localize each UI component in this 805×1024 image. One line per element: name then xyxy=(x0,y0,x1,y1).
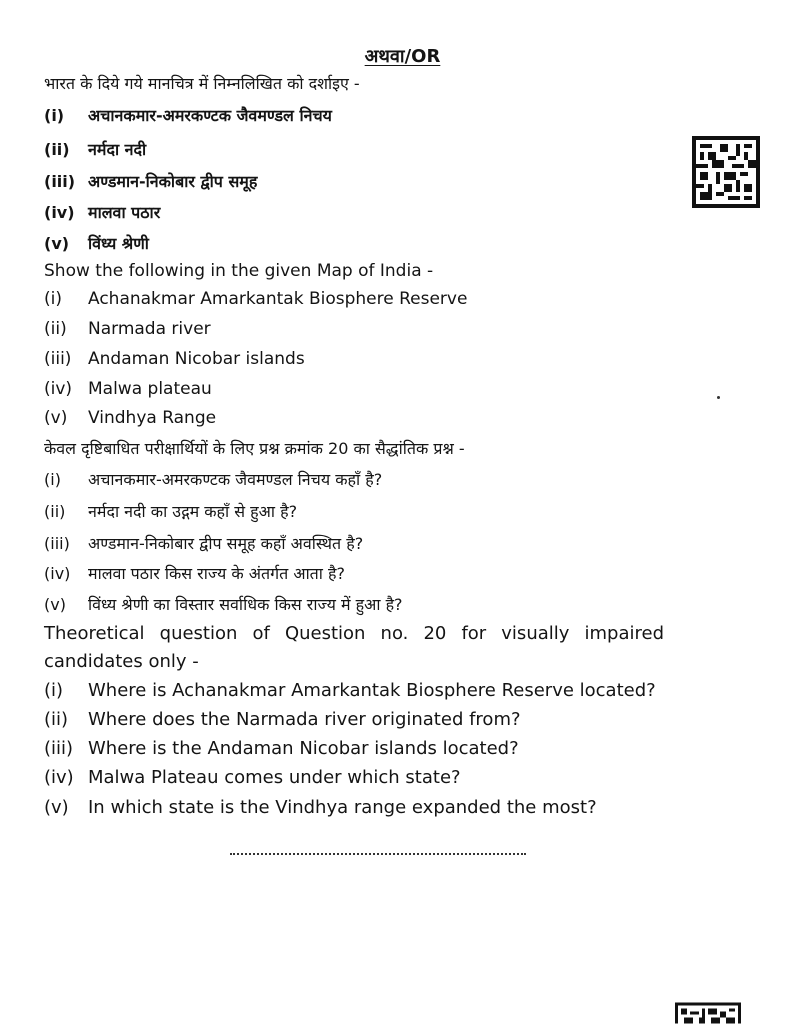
item-text: Where is Achanakmar Amarkantak Biosphere Reserve located? xyxy=(88,680,656,701)
item-text: मालवा पठार xyxy=(88,203,161,222)
scan-speck xyxy=(717,396,720,399)
hindi-map-item-1 xyxy=(44,104,332,126)
qr-code xyxy=(692,136,760,208)
item-text: Vindhya Range xyxy=(88,408,217,428)
hindi-map-item-3 xyxy=(44,170,257,192)
item-text: विंध्य श्रेणी का विस्तार सर्वाधिक किस राज्य में हुआ है? xyxy=(88,595,403,614)
item-number: (i) xyxy=(44,470,61,489)
item-text: Narmada river xyxy=(88,319,211,339)
item-text: नर्मदा नदी का उद्गम कहाँ से हुआ है? xyxy=(88,502,298,521)
english-map-item-4 xyxy=(44,379,212,399)
section-heading: अथवा/OR xyxy=(364,46,441,67)
item-text: अण्डमान-निकोबार द्वीप समूह xyxy=(88,172,258,191)
item-text: मालवा पठार किस राज्य के अंतर्गत आता है? xyxy=(88,564,346,583)
item-number: (iii) xyxy=(44,172,76,191)
item-text: नर्मदा नदी xyxy=(88,140,147,159)
item-number: (v) xyxy=(44,595,66,614)
english-map-instruction: Show the following in the given Map of India - xyxy=(44,261,434,281)
end-divider xyxy=(230,853,526,855)
item-number: (iv) xyxy=(44,203,75,222)
english-map-item-2 xyxy=(44,319,211,339)
item-text: अचानकमार-अमरकण्टक जैवमण्डल निचय कहाँ है? xyxy=(88,470,383,489)
item-number: (ii) xyxy=(44,140,70,159)
hindi-theory-item-5 xyxy=(44,593,403,615)
item-number: (i) xyxy=(44,680,64,701)
english-theory-item-5 xyxy=(44,797,597,818)
item-number: (ii) xyxy=(44,709,69,730)
item-number: (iv) xyxy=(44,767,74,788)
item-number: (v) xyxy=(44,234,70,253)
item-text: अण्डमान-निकोबार द्वीप समूह कहाँ अवस्थित है? xyxy=(88,534,364,553)
item-text: In which state is the Vindhya range expanded the most? xyxy=(88,797,597,818)
hindi-theory-item-3 xyxy=(44,532,363,554)
english-theory-item-3 xyxy=(44,738,519,759)
item-number: (i) xyxy=(44,289,62,309)
item-number: (ii) xyxy=(44,502,66,521)
item-text: Andaman Nicobar islands xyxy=(88,349,305,369)
english-map-item-1 xyxy=(44,289,467,309)
item-text: Where does the Narmada river originated from? xyxy=(88,709,521,730)
item-number: (iv) xyxy=(44,379,73,399)
hindi-map-item-4 xyxy=(44,201,160,223)
item-number: (iv) xyxy=(44,564,71,583)
english-theory-instruction: Theoretical question of Question no. 20 for visually impaired candidates only - xyxy=(44,623,664,672)
item-text: Achanakmar Amarkantak Biosphere Reserve xyxy=(88,289,468,309)
english-theory-item-1 xyxy=(44,680,656,701)
item-text: विंध्य श्रेणी xyxy=(88,234,149,253)
item-number: (i) xyxy=(44,106,65,125)
hindi-theory-item-2 xyxy=(44,500,297,522)
english-theory-item-4 xyxy=(44,767,461,788)
hindi-map-instruction: भारत के दिये गये मानचित्र में निम्नलिखित को दर्शाइए - xyxy=(44,74,360,93)
item-text: अचानकमार-अमरकण्टक जैवमण्डल निचय xyxy=(88,106,332,125)
english-map-item-3 xyxy=(44,349,305,369)
hindi-theory-instruction: केवल दृष्टिबाधित परीक्षार्थियों के लिए प्रश्न क्रमांक 20 का सैद्धांतिक प्रश्न - xyxy=(44,439,465,458)
qr-code-partial xyxy=(675,1002,741,1024)
item-number: (iii) xyxy=(44,738,74,759)
item-text: Malwa Plateau comes under which state? xyxy=(88,767,461,788)
hindi-theory-item-1 xyxy=(44,468,382,490)
english-map-item-5 xyxy=(44,408,216,428)
item-text: Where is the Andaman Nicobar islands located? xyxy=(88,738,519,759)
english-theory-item-2 xyxy=(44,709,521,730)
hindi-map-item-5 xyxy=(44,232,149,254)
item-number: (v) xyxy=(44,408,68,428)
item-number: (iii) xyxy=(44,349,72,369)
item-number: (v) xyxy=(44,797,69,818)
item-text: Malwa plateau xyxy=(88,379,212,399)
item-number: (ii) xyxy=(44,319,67,339)
hindi-theory-item-4 xyxy=(44,562,345,584)
item-number: (iii) xyxy=(44,534,70,553)
hindi-map-item-2 xyxy=(44,138,146,160)
